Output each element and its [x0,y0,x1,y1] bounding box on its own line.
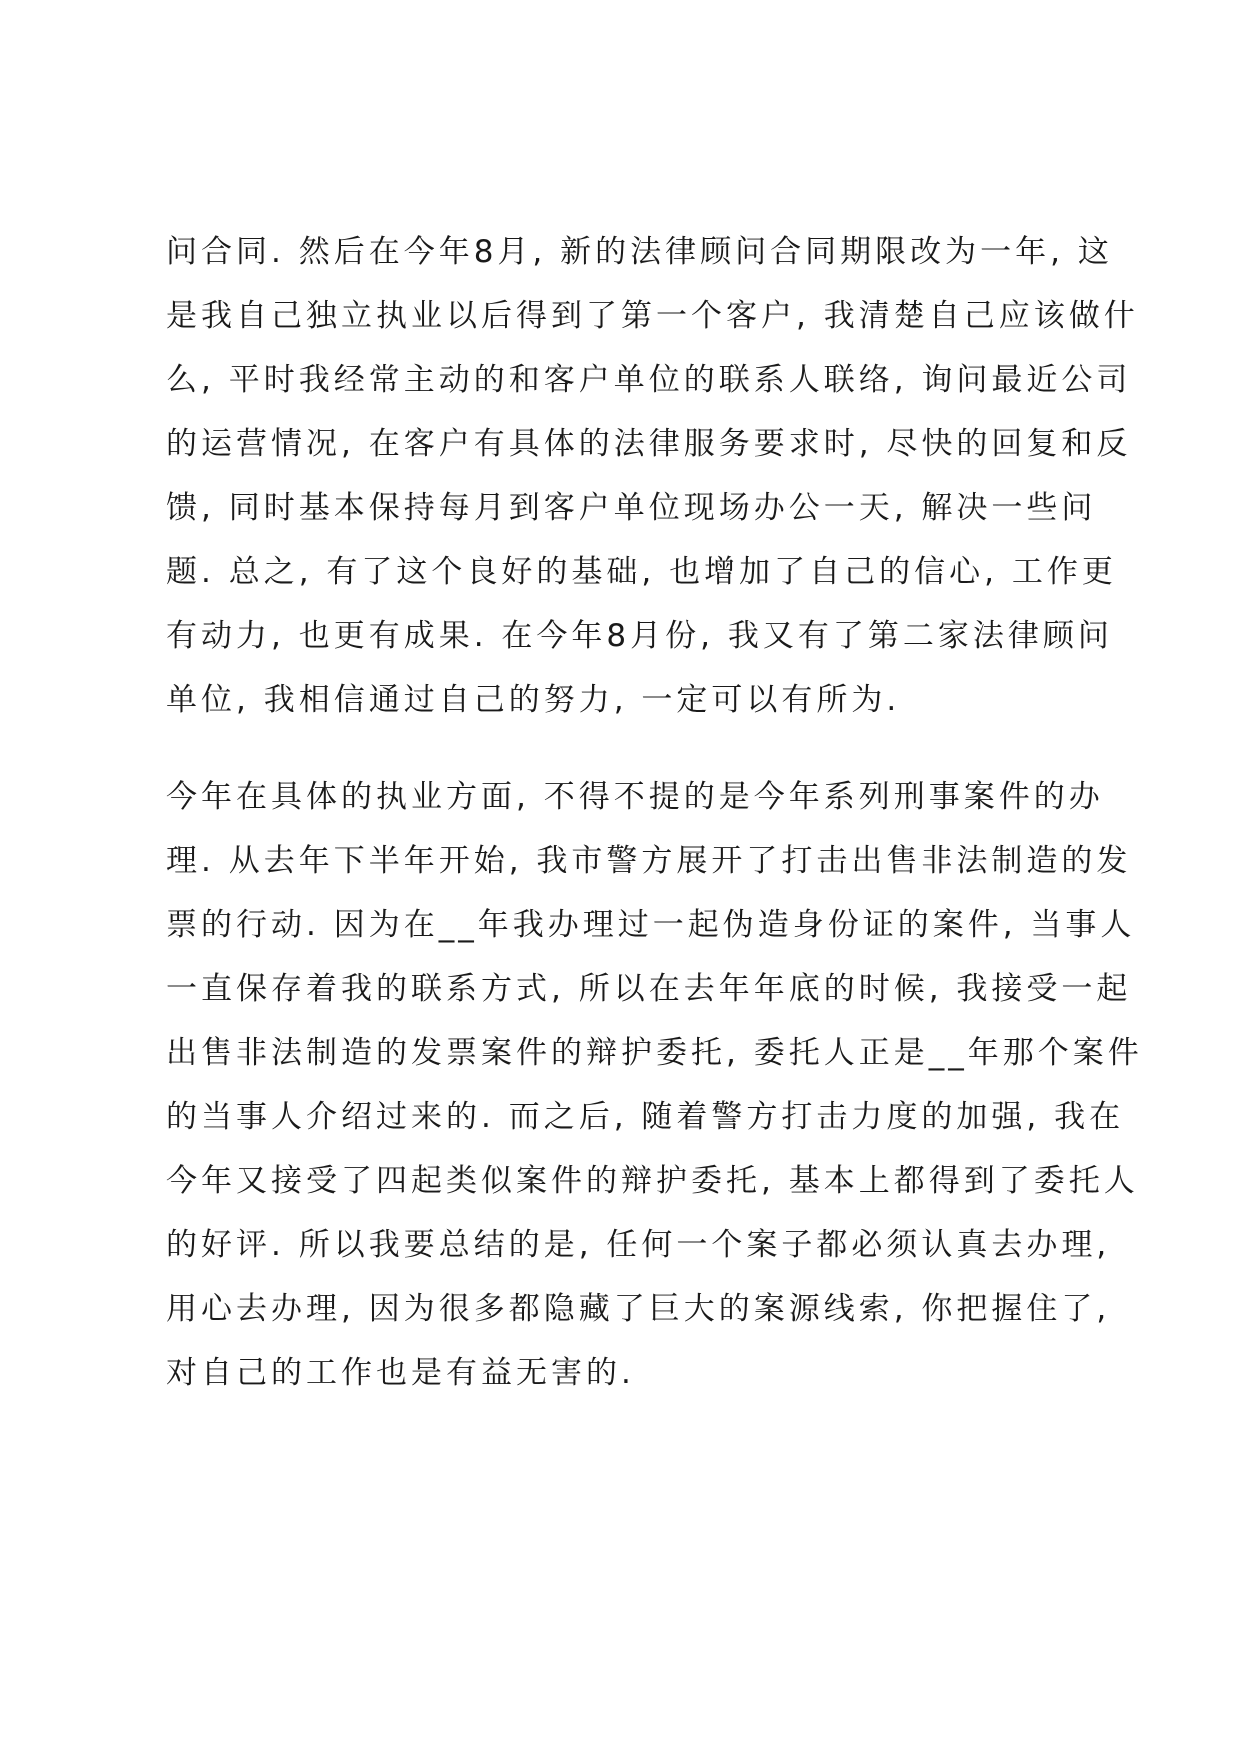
text-line: 单位, 我相信通过自己的努力, 一定可以有所为. [166,682,901,718]
text-line: 的好评. 所以我要总结的是, 任何一个案子都必须认真去办理, [166,1227,1111,1263]
text-line: 用心去办理, 因为很多都隐藏了巨大的案源线索, 你把握住了, [166,1291,1111,1327]
text-line: 的当事人介绍过来的. 而之后, 随着警方打击力度的加强, 我在 [166,1099,1125,1135]
text-line: 今年又接受了四起类似案件的辩护委托, 基本上都得到了委托人 [166,1163,1139,1199]
paragraph-criminal-cases [166,765,1143,1405]
text-line: 的运营情况, 在客户有具体的法律服务要求时, 尽快的回复和反 [166,426,1132,462]
text-line: 今年在具体的执业方面, 不得不提的是今年系列刑事案件的办 [166,779,1104,815]
text-line: 么, 平时我经常主动的和客户单位的联系人联络, 询问最近公司 [166,362,1132,398]
text-line: 题. 总之, 有了这个良好的基础, 也增加了自己的信心, 工作更 [166,554,1117,590]
text-line: 票的行动. 因为在__年我办理过一起伪造身份证的案件, 当事人 [166,907,1136,943]
text-line: 问合同. 然后在今年8月, 新的法律顾问合同期限改为一年, 这 [166,234,1113,270]
text-line: 一直保存着我的联系方式, 所以在去年年底的时候, 我接受一起 [166,971,1132,1007]
text-line: 馈, 同时基本保持每月到客户单位现场办公一天, 解决一些问 [166,490,1097,526]
text-line: 理. 从去年下半年开始, 我市警方展开了打击出售非法制造的发 [166,843,1132,879]
paragraph-legal-advisor [166,220,1139,732]
text-line: 出售非法制造的发票案件的辩护委托, 委托人正是__年那个案件 [166,1035,1143,1071]
text-line: 有动力, 也更有成果. 在今年8月份, 我又有了第二家法律顾问 [166,618,1113,654]
text-line: 对自己的工作也是有益无害的. [166,1355,635,1391]
text-line: 是我自己独立执业以后得到了第一个客户, 我清楚自己应该做什 [166,298,1139,334]
